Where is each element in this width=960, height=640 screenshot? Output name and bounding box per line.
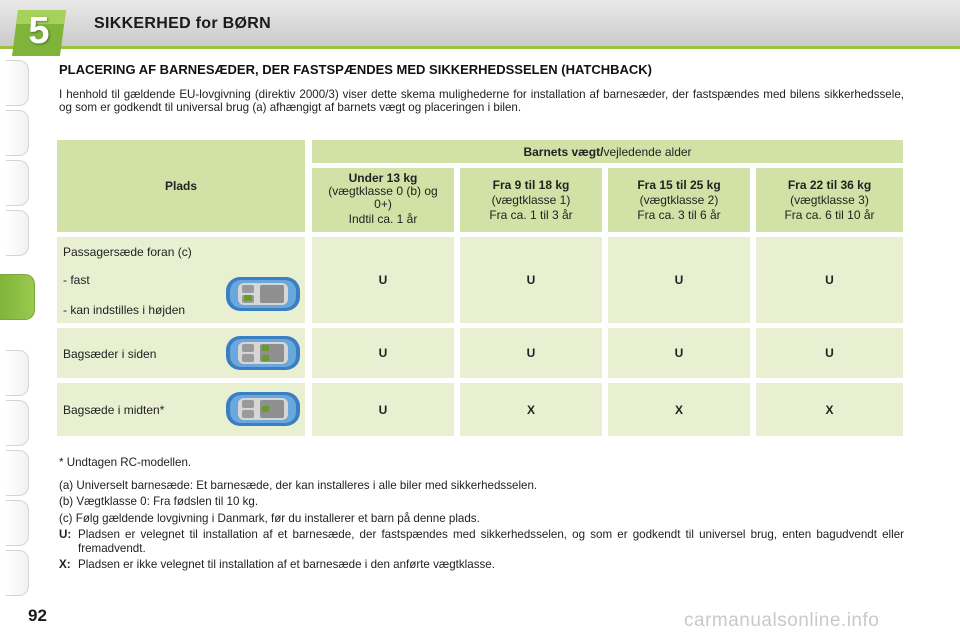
group-2-header: [608, 168, 750, 232]
chapter-tab-8[interactable]: [6, 450, 29, 496]
watermark: carmanualsonline.info: [684, 610, 880, 631]
chapter-tab-7[interactable]: [6, 400, 29, 446]
group-3-title: Fra 22 til 36 kg: [787, 178, 872, 192]
row-0-value-3: U: [756, 237, 903, 323]
row-2-value-1: X: [460, 383, 602, 436]
footnote-rc-model: * Undtagen RC-modellen.: [59, 456, 192, 469]
row-0-value-0: U: [312, 237, 454, 323]
car-front-seat-icon: [224, 274, 302, 314]
group-3-header: [756, 168, 903, 232]
row-0-value-1: U: [460, 237, 602, 323]
group-1-header: [460, 168, 602, 232]
group-2-title: Fra 15 til 25 kg: [637, 178, 721, 192]
group-1-class: (vægtklasse 1): [491, 193, 571, 207]
page-number: 92: [28, 606, 47, 625]
car-rear-side-seat-icon: [224, 333, 302, 373]
row-1-label: Bagsæder i siden: [63, 347, 157, 361]
row-1-value-1: U: [460, 328, 602, 378]
group-3-class: (vægtklasse 3): [790, 193, 869, 207]
row-0-sub-fixed: - fast: [63, 273, 90, 287]
note-x: X: Pladsen er ikke velegnet til installation af et barnesæde i den anførte vægtklasse.: [59, 558, 495, 571]
chapter-tab-4[interactable]: [6, 210, 29, 256]
row-2-value-0: U: [312, 383, 454, 436]
car-rear-center-seat-icon: [224, 389, 302, 429]
header-accent-line: [0, 46, 960, 49]
group-1-age: Fra ca. 1 til 3 år: [489, 208, 573, 222]
chapter-tab-5-active[interactable]: [0, 274, 35, 320]
chapter-tabs: [0, 60, 48, 580]
chapter-tab-10[interactable]: [6, 550, 29, 596]
row-2-value-3: X: [756, 383, 903, 436]
row-0-sub-adjustable: - kan indstilles i højden: [63, 303, 186, 317]
chapter-number: 5: [28, 10, 50, 52]
chapter-tab-9[interactable]: [6, 500, 29, 546]
chapter-tab-2[interactable]: [6, 110, 29, 156]
row-1-value-0: U: [312, 328, 454, 378]
intro-paragraph: I henhold til gældende EU-lovgivning (direktiv 2000/3) viser dette skema mulighederne for installation af barnesæder, der fastspændes med bilens sikkerhedssele, og som er godkendt til universal brug (a) afhængigt af barnets vægt og placeringen i bilen.: [59, 88, 904, 114]
group-3-age: Fra ca. 6 til 10 år: [784, 208, 875, 222]
group-2-class: (vægtklasse 2): [639, 193, 719, 207]
group-0-age: Indtil ca. 1 år: [348, 212, 418, 226]
note-a: (a) Universelt barnesæde: Et barnesæde, der kan installeres i alle biler med sikkerhedsselen.: [59, 479, 538, 492]
place-header: Plads: [164, 179, 197, 193]
place-header-cell: [57, 140, 305, 232]
note-b: (b) Vægtklasse 0: Fra fødslen til 10 kg.: [59, 495, 259, 508]
chapter-tab-3[interactable]: [6, 160, 29, 206]
weight-header: Barnets vægt/vejledende alder: [523, 144, 692, 159]
row-0-label: Passagersæde foran (c): [63, 245, 192, 259]
note-u: U: Pladsen er velegnet til installation af et barnesæde, der fastspændes med sikkerhedsselen, og som er godkendt til universel brug, enten bagudvendt eller fremadvendt.: [59, 528, 904, 555]
chapter-title: SIKKERHED for BØRN: [94, 15, 271, 32]
section-title: PLACERING AF BARNESÆDER, DER FASTSPÆNDES MED SIKKERHEDSSELEN (HATCHBACK): [59, 62, 652, 77]
row-0-value-2: U: [608, 237, 750, 323]
note-c: (c) Følg gældende lovgivning i Danmark, før du installerer et barn på denne plads.: [59, 512, 480, 525]
group-1-title: Fra 9 til 18 kg: [492, 178, 570, 192]
group-0-title: Under 13 kg: [348, 171, 418, 185]
group-2-age: Fra ca. 3 til 6 år: [637, 208, 721, 222]
group-0-class: (vægtklasse 0 (b) og 0+): [328, 184, 438, 211]
chapter-tab-1[interactable]: [6, 60, 29, 106]
row-2-value-2: X: [608, 383, 750, 436]
group-0-header: [312, 168, 454, 232]
chapter-tab-6[interactable]: [6, 350, 29, 396]
row-1-value-2: U: [608, 328, 750, 378]
weight-header-cell: [312, 140, 903, 163]
row-2-label: Bagsæde i midten*: [63, 403, 165, 417]
row-1-value-3: U: [756, 328, 903, 378]
